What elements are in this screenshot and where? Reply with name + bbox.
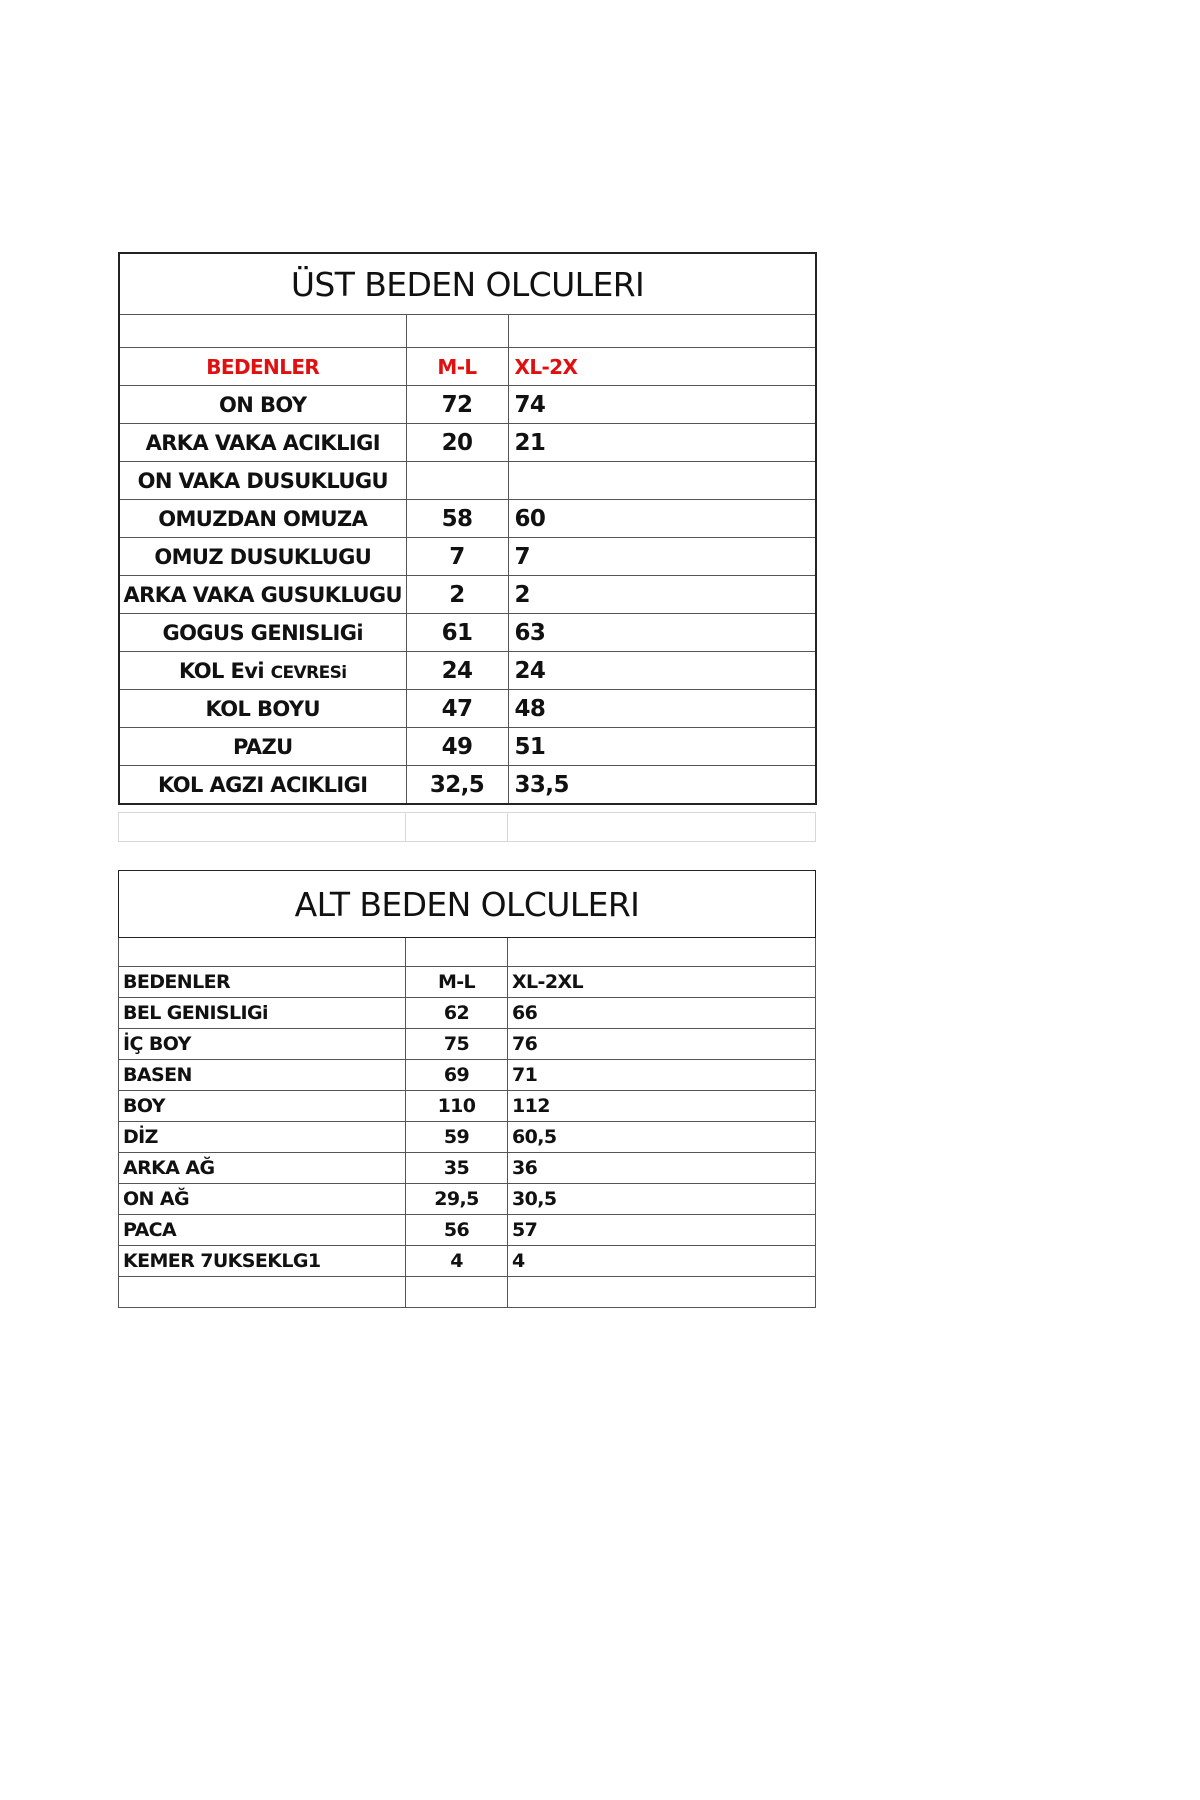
value-ml: 32,5 bbox=[406, 766, 508, 805]
table-row bbox=[119, 1184, 816, 1215]
size-ml-header: M-L bbox=[406, 348, 508, 386]
value-ml bbox=[406, 462, 508, 500]
empty-cell bbox=[119, 813, 406, 842]
upper-body-size-table bbox=[118, 252, 815, 805]
measure-label: OMUZDAN OMUZA bbox=[119, 500, 406, 538]
value-xl bbox=[508, 462, 816, 500]
empty-cell bbox=[508, 938, 816, 967]
measure-label: ARKA VAKA ACIKLIGI bbox=[119, 424, 406, 462]
table-row bbox=[119, 1215, 816, 1246]
measure-label: KOL AGZI ACIKLIGI bbox=[119, 766, 406, 805]
value-xl: 60,5 bbox=[508, 1122, 816, 1153]
measure-label-part: KOL Evi bbox=[179, 658, 271, 683]
value-ml: 62 bbox=[406, 998, 508, 1029]
value-xl: 33,5 bbox=[508, 766, 816, 805]
value-ml: 47 bbox=[406, 690, 508, 728]
measure-label: DİZ bbox=[119, 1122, 406, 1153]
table-row bbox=[119, 614, 816, 652]
table-row bbox=[119, 728, 816, 766]
value-ml: 110 bbox=[406, 1091, 508, 1122]
table-row bbox=[119, 690, 816, 728]
table-row bbox=[119, 1060, 816, 1091]
value-ml: 59 bbox=[406, 1122, 508, 1153]
table-row bbox=[119, 652, 816, 690]
measure-label bbox=[119, 652, 406, 690]
sizes-header: BEDENLER bbox=[119, 967, 406, 998]
measure-label: ON VAKA DUSUKLUGU bbox=[119, 462, 406, 500]
value-xl: 74 bbox=[508, 386, 816, 424]
size-xl2xl-header: XL-2XL bbox=[508, 967, 816, 998]
table-row bbox=[119, 500, 816, 538]
measure-label: ON BOY bbox=[119, 386, 406, 424]
lower-header-row bbox=[119, 967, 816, 998]
value-ml: 29,5 bbox=[406, 1184, 508, 1215]
value-xl: 30,5 bbox=[508, 1184, 816, 1215]
value-ml: 75 bbox=[406, 1029, 508, 1060]
empty-cell bbox=[119, 1277, 406, 1308]
value-ml: 61 bbox=[406, 614, 508, 652]
empty-cell bbox=[119, 315, 406, 348]
empty-cell bbox=[406, 938, 508, 967]
value-xl: 24 bbox=[508, 652, 816, 690]
value-xl: 51 bbox=[508, 728, 816, 766]
sizes-header: BEDENLER bbox=[119, 348, 406, 386]
table-row bbox=[119, 424, 816, 462]
empty-cell bbox=[508, 1277, 816, 1308]
table-row bbox=[119, 386, 816, 424]
lower-body-size-table bbox=[118, 870, 815, 1308]
value-xl: 66 bbox=[508, 998, 816, 1029]
value-ml: 72 bbox=[406, 386, 508, 424]
value-ml: 20 bbox=[406, 424, 508, 462]
value-ml: 24 bbox=[406, 652, 508, 690]
table-row bbox=[119, 1246, 816, 1277]
measure-label: ON AĞ bbox=[119, 1184, 406, 1215]
measure-label: BASEN bbox=[119, 1060, 406, 1091]
measure-label: İÇ BOY bbox=[119, 1029, 406, 1060]
measure-label: KEMER 7UKSEKLG1 bbox=[119, 1246, 406, 1277]
value-ml: 56 bbox=[406, 1215, 508, 1246]
value-ml: 2 bbox=[406, 576, 508, 614]
measure-label: ARKA VAKA GUSUKLUGU bbox=[119, 576, 406, 614]
table-row bbox=[119, 1091, 816, 1122]
value-ml: 4 bbox=[406, 1246, 508, 1277]
table-row bbox=[119, 1122, 816, 1153]
empty-cell bbox=[406, 1277, 508, 1308]
table-row bbox=[119, 576, 816, 614]
value-xl: 4 bbox=[508, 1246, 816, 1277]
size-ml-header: M-L bbox=[406, 967, 508, 998]
table-row bbox=[119, 1029, 816, 1060]
lower-table-title: ALT BEDEN OLCULERI bbox=[119, 871, 816, 938]
table-row bbox=[119, 766, 816, 805]
measure-label-part: CEVRESi bbox=[270, 662, 347, 683]
measure-label: KOL BOYU bbox=[119, 690, 406, 728]
measure-label: BEL GENISLIGi bbox=[119, 998, 406, 1029]
measure-label: PACA bbox=[119, 1215, 406, 1246]
value-xl: 63 bbox=[508, 614, 816, 652]
measure-label: GOGUS GENISLIGi bbox=[119, 614, 406, 652]
value-xl: 71 bbox=[508, 1060, 816, 1091]
value-xl: 112 bbox=[508, 1091, 816, 1122]
value-ml: 7 bbox=[406, 538, 508, 576]
value-xl: 57 bbox=[508, 1215, 816, 1246]
empty-cell bbox=[508, 813, 816, 842]
value-xl: 36 bbox=[508, 1153, 816, 1184]
value-xl: 48 bbox=[508, 690, 816, 728]
measure-label: BOY bbox=[119, 1091, 406, 1122]
measure-label: ARKA AĞ bbox=[119, 1153, 406, 1184]
empty-cell bbox=[406, 813, 508, 842]
value-ml: 69 bbox=[406, 1060, 508, 1091]
value-xl: 21 bbox=[508, 424, 816, 462]
size-xl2x-header: XL-2X bbox=[508, 348, 816, 386]
empty-cell bbox=[406, 315, 508, 348]
measure-label: PAZU bbox=[119, 728, 406, 766]
table-row bbox=[119, 998, 816, 1029]
value-ml: 49 bbox=[406, 728, 508, 766]
empty-cell bbox=[508, 315, 816, 348]
table-row bbox=[119, 538, 816, 576]
value-ml: 35 bbox=[406, 1153, 508, 1184]
measure-label: OMUZ DUSUKLUGU bbox=[119, 538, 406, 576]
value-xl: 76 bbox=[508, 1029, 816, 1060]
empty-cell bbox=[119, 938, 406, 967]
value-xl: 2 bbox=[508, 576, 816, 614]
upper-table-title: ÜST BEDEN OLCULERI bbox=[119, 253, 816, 315]
value-xl: 60 bbox=[508, 500, 816, 538]
value-xl: 7 bbox=[508, 538, 816, 576]
value-ml: 58 bbox=[406, 500, 508, 538]
table-row bbox=[119, 1277, 816, 1308]
upper-header-row bbox=[119, 348, 816, 386]
spacer-gridlines bbox=[118, 812, 815, 842]
table-row bbox=[119, 1153, 816, 1184]
table-row bbox=[119, 462, 816, 500]
